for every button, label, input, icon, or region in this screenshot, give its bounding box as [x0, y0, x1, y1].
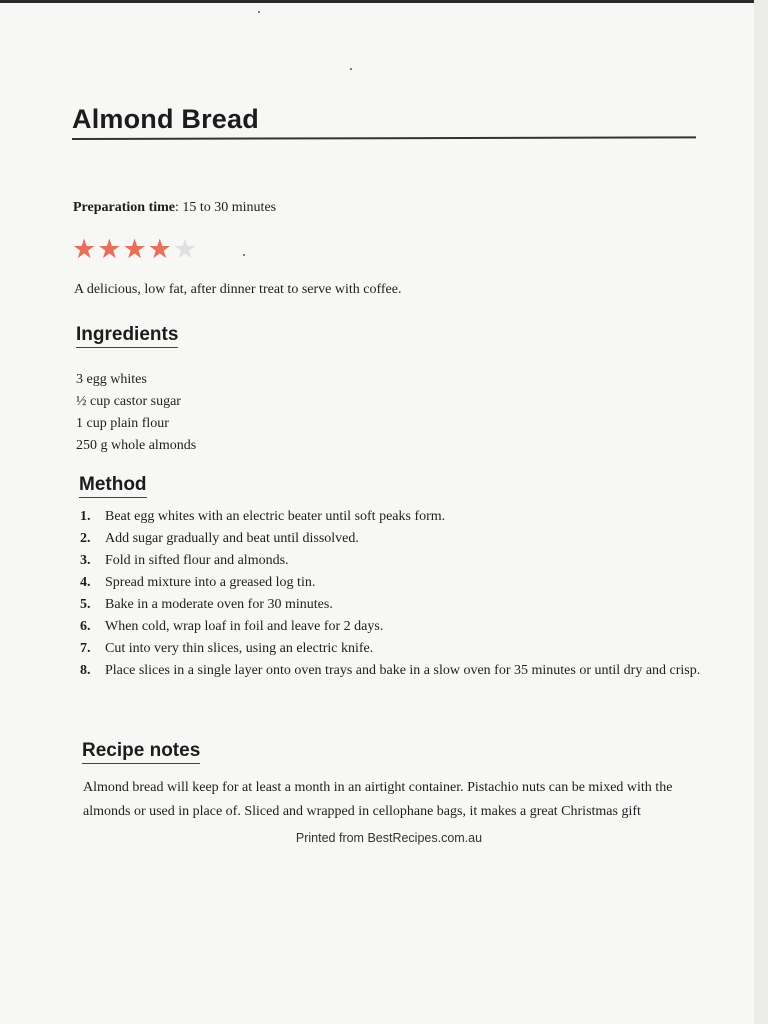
scan-speck [258, 11, 260, 13]
method-step [80, 572, 708, 594]
print-footer: Printed from BestRecipes.com.au [295, 831, 483, 845]
step-number: 1. [80, 509, 91, 524]
prep-value: : 15 to 30 minutes [175, 200, 277, 215]
title-underline [72, 136, 696, 139]
scan-right-edge [754, 0, 768, 1024]
method-step [80, 506, 708, 528]
scan-speck [243, 254, 245, 256]
step-text: Bake in a moderate oven for 30 minutes. [105, 597, 333, 612]
scan-speck [350, 68, 352, 70]
prep-label: Preparation time [73, 200, 175, 215]
method-step [80, 550, 708, 572]
step-number: 3. [80, 553, 91, 568]
step-text: Cut into very thin slices, using an electric knife. [105, 641, 374, 656]
recipe-description: A delicious, low fat, after dinner treat to serve with coffee. [74, 282, 402, 297]
ingredient-item: 1 cup plain flour [76, 416, 169, 431]
star-rating [72, 234, 197, 264]
star-filled-icon: ★ [122, 234, 147, 264]
step-text: Spread mixture into a greased log tin. [105, 575, 316, 590]
recipe-notes-heading: Recipe notes [82, 740, 200, 764]
recipe-notes-text: Almond bread will keep for at least a month in an airtight container. Pistachio nuts can be mixed with the almonds or used in place of. Sliced and wrapped in cellophane bags, it makes a great Christmas gift [83, 780, 673, 819]
preparation-time [73, 200, 276, 216]
ingredients-list [76, 369, 196, 457]
method-step [80, 616, 708, 638]
step-text: Place slices in a single layer onto oven trays and bake in a slow oven for 35 minutes or until dry and crisp. [105, 663, 701, 678]
method-heading: Method [79, 474, 147, 498]
method-step [80, 594, 708, 616]
star-filled-icon: ★ [147, 234, 172, 264]
ingredient-item: 3 egg whites [76, 372, 147, 387]
ingredient-item: ½ cup castor sugar [76, 394, 181, 409]
star-empty-icon: ★ [172, 234, 198, 264]
recipe-title: Almond Bread [72, 104, 259, 134]
step-number: 7. [80, 641, 91, 656]
step-text: Fold in sifted flour and almonds. [105, 553, 289, 568]
step-number: 4. [80, 575, 91, 590]
step-number: 2. [80, 531, 91, 546]
step-text: Beat egg whites with an electric beater until soft peaks form. [105, 509, 446, 524]
star-filled-icon: ★ [72, 234, 97, 264]
method-step [80, 660, 708, 686]
ingredients-heading: Ingredients [76, 324, 178, 348]
step-text: When cold, wrap loaf in foil and leave for 2 days. [105, 619, 384, 634]
method-list [80, 506, 708, 686]
method-step [80, 528, 708, 550]
step-text: Add sugar gradually and beat until dissolved. [105, 531, 359, 546]
step-number: 6. [80, 619, 91, 634]
scan-top-edge [0, 0, 768, 3]
step-number: 8. [80, 663, 91, 678]
star-filled-icon: ★ [97, 234, 122, 264]
step-number: 5. [80, 597, 91, 612]
ingredient-item: 250 g whole almonds [76, 438, 197, 453]
